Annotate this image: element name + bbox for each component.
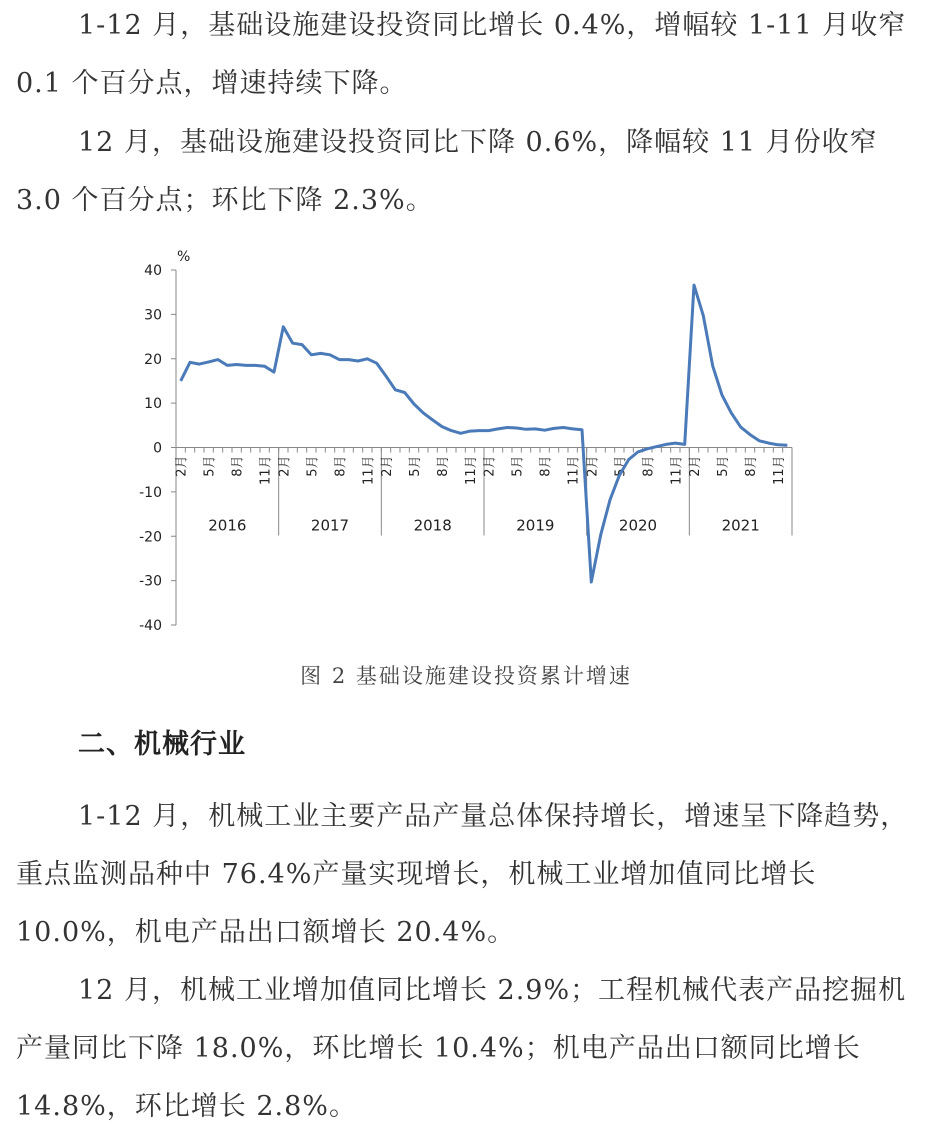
- x-month-label: 5月: [408, 455, 423, 477]
- year-label: 2021: [721, 516, 760, 535]
- x-month-label: 8月: [538, 455, 554, 477]
- y-tick-label: 40: [144, 263, 162, 279]
- figure-caption: 图 2 基础设施建设投资累计增速: [300, 664, 632, 688]
- y-tick-label: -10: [139, 484, 162, 501]
- x-month-label: 5月: [716, 455, 731, 477]
- x-month-label: 5月: [202, 455, 218, 477]
- x-month-label: 8月: [333, 455, 349, 477]
- x-month-label: 11月: [669, 455, 685, 486]
- y-tick-label: -20: [139, 529, 162, 546]
- year-label: 2016: [208, 516, 247, 535]
- paragraph-machinery-december: 12 月，机械工业增加值同比增长 2.9%；工程机械代表产品挖掘机产量同比下降 18.0%，环比增长 10.4%；机电产品出口额同比增长 14.8%，环比增长 2.8%。: [16, 975, 907, 1122]
- year-label: 2019: [516, 516, 555, 535]
- x-month-label: 5月: [613, 455, 629, 477]
- y-tick-label: 30: [144, 307, 162, 324]
- year-label: 2018: [413, 516, 452, 535]
- section-heading: 二、机械行业: [78, 729, 246, 760]
- series-line: [181, 285, 788, 582]
- x-month-label: 11月: [566, 455, 582, 486]
- y-tick-label: -40: [139, 618, 162, 634]
- y-tick-label: -30: [139, 573, 162, 590]
- x-month-label: 2月: [380, 455, 395, 477]
- y-tick-label: 10: [144, 396, 162, 413]
- x-month-label: 2月: [174, 455, 190, 477]
- x-month-label: 11月: [361, 455, 377, 486]
- y-axis-unit: %: [177, 249, 191, 265]
- x-month-label: 5月: [510, 455, 526, 477]
- x-month-label: 2月: [585, 455, 601, 477]
- x-month-label: 8月: [641, 455, 657, 477]
- infrastructure-investment-chart: [100, 238, 820, 643]
- x-month-label: 11月: [258, 455, 274, 486]
- x-month-label: 5月: [305, 455, 321, 477]
- x-month-label: 8月: [744, 455, 759, 477]
- paragraph-machinery-cumulative: 1-12 月，机械工业主要产品产量总体保持增长，增速呈下降趋势，重点监测品种中 76.4%产量实现增长，机械工业增加值同比增长 10.0%，机电产品出口额增长 20.4%。: [16, 801, 909, 948]
- x-month-label: 11月: [772, 455, 787, 486]
- paragraph-infrastructure-december: 12 月，基础设施建设投资同比下降 0.6%，降幅较 11 月份收窄 3.0 个百分点；环比下降 2.3%。: [16, 127, 878, 216]
- x-month-label: 11月: [464, 455, 479, 486]
- year-label: 2017: [310, 516, 350, 535]
- paragraph-infrastructure-cumulative: 1-12 月，基础设施建设投资同比增长 0.4%，增幅较 1-11 月收窄 0.1 个百分点，增速持续下降。: [16, 10, 907, 99]
- year-label: 2020: [618, 516, 658, 535]
- y-tick-label: 20: [144, 351, 162, 368]
- x-month-label: 8月: [230, 455, 246, 477]
- x-month-label: 2月: [277, 455, 293, 477]
- x-month-label: 2月: [482, 455, 498, 477]
- x-month-label: 2月: [688, 455, 703, 477]
- y-tick-label: 0: [153, 440, 162, 457]
- x-month-label: 8月: [436, 455, 451, 477]
